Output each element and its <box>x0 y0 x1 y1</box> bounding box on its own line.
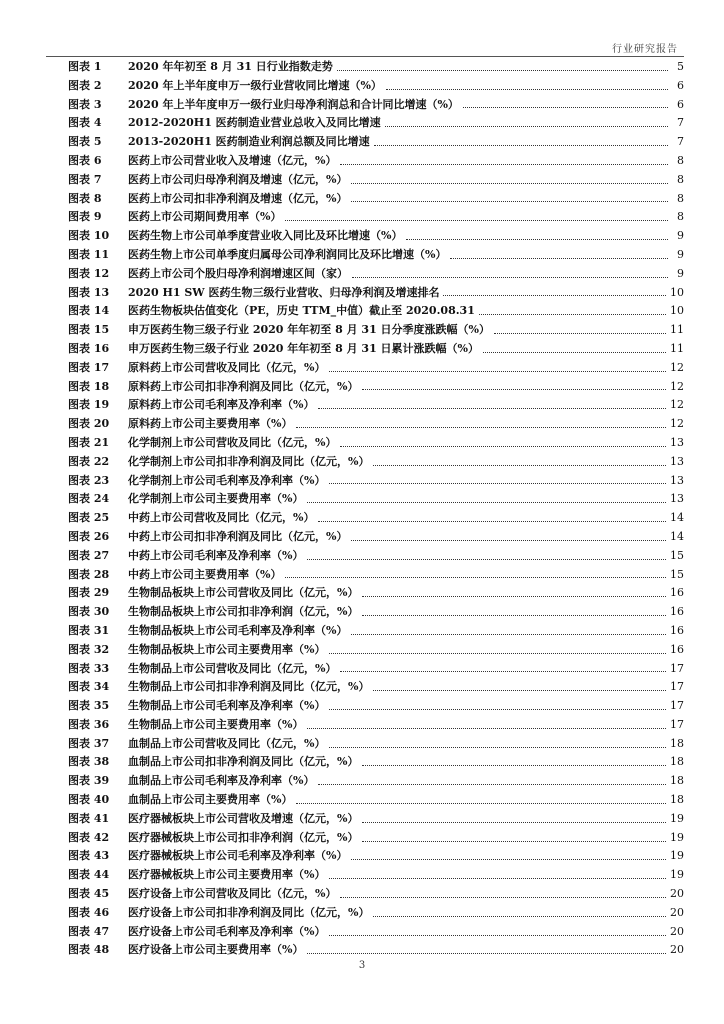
figure-number: 图表 21 <box>68 435 110 449</box>
toc-entry[interactable] <box>68 359 684 378</box>
toc-entry[interactable] <box>68 641 684 660</box>
figure-number: 图表 13 <box>68 285 110 299</box>
figure-page-number: 16 <box>670 605 684 619</box>
dot-leader <box>483 352 666 353</box>
figure-number: 图表 12 <box>68 266 110 280</box>
figure-title: 医药上市公司扣非净利润及增速（亿元，%） <box>128 191 348 205</box>
dot-leader <box>373 690 666 691</box>
toc-entry[interactable] <box>68 284 684 303</box>
figure-title: 生物制品板块上市公司营收及同比（亿元，%） <box>128 586 359 600</box>
dot-leader <box>329 878 666 879</box>
figure-number: 图表 11 <box>68 247 110 261</box>
dot-leader <box>351 201 668 202</box>
toc-entry[interactable] <box>68 434 684 453</box>
dot-leader <box>340 897 666 898</box>
figure-title: 中药上市公司主要费用率（%） <box>128 567 282 581</box>
figure-title: 2012-2020H1 医药制造业营业总收入及同比增速 <box>128 116 381 130</box>
figure-title: 血制品上市公司营收及同比（亿元，%） <box>128 736 326 750</box>
figure-title: 医疗器械板块上市公司主要费用率（%） <box>128 868 326 882</box>
dot-leader <box>340 671 666 672</box>
figure-title: 医疗设备上市公司毛利率及净利率（%） <box>128 924 326 938</box>
figure-number: 图表 7 <box>68 172 102 186</box>
dot-leader <box>318 408 666 409</box>
figure-number: 图表 2 <box>68 78 102 92</box>
toc-entry[interactable] <box>68 490 684 509</box>
figure-title: 生物制品上市公司毛利率及净利率（%） <box>128 699 326 713</box>
figure-title: 医疗器械板块上市公司扣非净利润（亿元，%） <box>128 830 359 844</box>
dot-leader <box>351 540 666 541</box>
dot-leader <box>329 653 666 654</box>
toc-entry[interactable] <box>68 678 684 697</box>
toc-entry[interactable] <box>68 904 684 923</box>
toc-entry[interactable] <box>68 246 684 265</box>
figure-title: 医药上市公司归母净利润及增速（亿元，%） <box>128 172 348 186</box>
toc-entry[interactable] <box>68 716 684 735</box>
figure-number: 图表 32 <box>68 642 110 656</box>
figure-page-number: 17 <box>670 699 684 713</box>
toc-entry[interactable] <box>68 265 684 284</box>
figure-title: 医药上市公司期间费用率（%） <box>128 210 282 224</box>
figure-number: 图表 33 <box>68 661 110 675</box>
toc-entry[interactable] <box>68 885 684 904</box>
figure-number: 图表 22 <box>68 454 110 468</box>
dot-leader <box>362 841 666 842</box>
report-type-label: 行业研究报告 <box>612 44 678 55</box>
page-number: 3 <box>358 960 366 971</box>
figure-title: 医药生物板块估值变化（PE，历史 TTM_中值）截止至 2020.08.31 <box>128 304 475 318</box>
figure-title: 生物制品上市公司扣非净利润及同比（亿元，%） <box>128 680 370 694</box>
figure-page-number: 7 <box>677 135 684 149</box>
figure-title: 中药上市公司营收及同比（亿元，%） <box>128 511 315 525</box>
toc-entry[interactable] <box>68 509 684 528</box>
figure-title: 生物制品上市公司营收及同比（亿元，%） <box>128 661 337 675</box>
figure-page-number: 17 <box>670 661 684 675</box>
figure-page-number: 7 <box>677 116 684 130</box>
figure-page-number: 10 <box>670 304 684 318</box>
toc-entry[interactable] <box>68 603 684 622</box>
figure-page-number: 8 <box>677 191 684 205</box>
figure-number: 图表 20 <box>68 417 110 431</box>
figure-page-number: 11 <box>670 323 684 337</box>
figure-title: 原料药上市公司营收及同比（亿元，%） <box>128 360 326 374</box>
dot-leader <box>329 935 666 936</box>
toc-entry[interactable] <box>68 847 684 866</box>
toc-entry[interactable] <box>68 378 684 397</box>
dot-leader <box>385 126 668 127</box>
figure-page-number: 9 <box>677 247 684 261</box>
figure-number: 图表 28 <box>68 567 110 581</box>
dot-leader <box>337 70 668 71</box>
figure-page-number: 13 <box>670 492 684 506</box>
figure-number: 图表 34 <box>68 680 110 694</box>
figure-title: 血制品上市公司扣非净利润及同比（亿元，%） <box>128 755 359 769</box>
figure-title: 化学制剂上市公司营收及同比（亿元，%） <box>128 435 337 449</box>
dot-leader <box>463 107 668 108</box>
figure-title: 医疗设备上市公司营收及同比（亿元，%） <box>128 887 337 901</box>
figure-title: 2020 年上半年度申万一级行业归母净利润总和合计同比增速（%） <box>128 97 459 111</box>
figure-page-number: 12 <box>670 379 684 393</box>
figure-page-number: 20 <box>670 943 684 957</box>
toc-entry[interactable] <box>68 528 684 547</box>
toc-entry[interactable] <box>68 396 684 415</box>
dot-leader <box>351 634 666 635</box>
dot-leader <box>494 333 666 334</box>
figure-number: 图表 15 <box>68 323 110 337</box>
figure-title: 医疗设备上市公司扣非净利润及同比（亿元，%） <box>128 905 370 919</box>
figure-title: 申万医药生物三级子行业 2020 年年初至 8 月 31 日累计涨跌幅（%） <box>128 341 480 355</box>
figure-title: 血制品上市公司主要费用率（%） <box>128 793 293 807</box>
dot-leader <box>307 502 666 503</box>
toc-entry[interactable] <box>68 340 684 359</box>
figure-number: 图表 46 <box>68 905 110 919</box>
figure-number: 图表 23 <box>68 473 110 487</box>
figure-number: 图表 9 <box>68 210 102 224</box>
toc-entry[interactable] <box>68 472 684 491</box>
figure-number: 图表 45 <box>68 887 110 901</box>
toc-entry[interactable] <box>68 321 684 340</box>
dot-leader <box>351 859 666 860</box>
toc-entry[interactable] <box>68 810 684 829</box>
dot-leader <box>450 258 668 259</box>
figure-title: 2020 年上半年度申万一级行业营收同比增速（%） <box>128 78 382 92</box>
figure-title: 血制品上市公司毛利率及净利率（%） <box>128 774 315 788</box>
figure-page-number: 18 <box>670 793 684 807</box>
figure-number: 图表 29 <box>68 586 110 600</box>
toc-entry[interactable] <box>68 152 684 171</box>
figure-title: 原料药上市公司主要费用率（%） <box>128 417 293 431</box>
figure-number: 图表 48 <box>68 943 110 957</box>
dot-leader <box>406 239 668 240</box>
figure-page-number: 5 <box>677 60 684 73</box>
dot-leader <box>479 314 666 315</box>
toc-entry[interactable] <box>68 566 684 585</box>
figure-title: 申万医药生物三级子行业 2020 年年初至 8 月 31 日分季度涨跌幅（%） <box>128 323 491 337</box>
figure-title: 中药上市公司毛利率及净利率（%） <box>128 548 304 562</box>
figure-title: 生物制品板块上市公司扣非净利润（亿元，%） <box>128 605 359 619</box>
figure-title: 原料药上市公司扣非净利润及同比（亿元，%） <box>128 379 359 393</box>
figure-page-number: 14 <box>670 529 684 543</box>
dot-leader <box>340 446 666 447</box>
figure-number: 图表 19 <box>68 398 110 412</box>
figure-page-number: 12 <box>670 360 684 374</box>
figure-number: 图表 38 <box>68 755 110 769</box>
figure-number: 图表 1 <box>68 60 102 73</box>
figure-number: 图表 39 <box>68 774 110 788</box>
toc-entry[interactable] <box>68 866 684 885</box>
figure-number: 图表 6 <box>68 153 102 167</box>
toc-entry[interactable] <box>68 302 684 321</box>
figure-number: 图表 4 <box>68 116 102 130</box>
figure-number: 图表 30 <box>68 605 110 619</box>
toc-entry[interactable] <box>68 697 684 716</box>
header-divider <box>46 56 684 57</box>
figure-number: 图表 14 <box>68 304 110 318</box>
figure-number: 图表 18 <box>68 379 110 393</box>
toc-entry[interactable] <box>68 941 684 960</box>
dot-leader <box>374 145 668 146</box>
dot-leader <box>340 164 668 165</box>
figure-title: 生物制品板块上市公司主要费用率（%） <box>128 642 326 656</box>
figure-number: 图表 16 <box>68 341 110 355</box>
dot-leader <box>329 483 666 484</box>
figure-number: 图表 10 <box>68 229 110 243</box>
toc-entry[interactable] <box>68 190 684 209</box>
dot-leader <box>373 465 666 466</box>
figure-title: 2013-2020H1 医药制造业利润总额及同比增速 <box>128 135 370 149</box>
toc-entry[interactable] <box>68 772 684 791</box>
figure-title: 医疗设备上市公司主要费用率（%） <box>128 943 304 957</box>
figure-number: 图表 31 <box>68 623 110 637</box>
figure-page-number: 18 <box>670 774 684 788</box>
figure-page-number: 13 <box>670 473 684 487</box>
toc-entry[interactable] <box>68 415 684 434</box>
dot-leader <box>351 183 668 184</box>
figure-title: 化学制剂上市公司毛利率及净利率（%） <box>128 473 326 487</box>
toc-entry[interactable] <box>68 791 684 810</box>
dot-leader <box>296 427 666 428</box>
toc-entry[interactable] <box>68 584 684 603</box>
figure-title: 医药生物上市公司单季度营业收入同比及环比增速（%） <box>128 229 403 243</box>
figure-page-number: 8 <box>677 172 684 186</box>
figure-number: 图表 17 <box>68 360 110 374</box>
figure-page-number: 9 <box>677 266 684 280</box>
figure-title: 医药上市公司个股归母净利润增速区间（家） <box>128 266 348 280</box>
figure-number: 图表 37 <box>68 736 110 750</box>
dot-leader <box>307 728 666 729</box>
figure-number: 图表 3 <box>68 97 102 111</box>
dot-leader <box>307 953 666 954</box>
toc-entry[interactable] <box>68 735 684 754</box>
toc-entry[interactable] <box>68 923 684 942</box>
figure-number: 图表 43 <box>68 849 110 863</box>
figure-title: 中药上市公司扣非净利润及同比（亿元，%） <box>128 529 348 543</box>
figure-page-number: 6 <box>677 78 684 92</box>
dot-leader <box>362 615 666 616</box>
figure-page-number: 20 <box>670 887 684 901</box>
figure-page-number: 16 <box>670 642 684 656</box>
figure-page-number: 17 <box>670 717 684 731</box>
figure-page-number: 19 <box>670 849 684 863</box>
figure-title: 医药生物上市公司单季度归属母公司净利润同比及环比增速（%） <box>128 247 447 261</box>
figure-page-number: 19 <box>670 868 684 882</box>
figure-page-number: 17 <box>670 680 684 694</box>
dot-leader <box>329 709 666 710</box>
figure-page-number: 8 <box>677 153 684 167</box>
dot-leader <box>318 784 666 785</box>
figure-page-number: 10 <box>670 285 684 299</box>
dot-leader <box>285 577 666 578</box>
figure-number: 图表 26 <box>68 529 110 543</box>
toc-entry[interactable] <box>68 453 684 472</box>
toc-entry[interactable] <box>68 227 684 246</box>
figure-page-number: 18 <box>670 736 684 750</box>
figure-page-number: 13 <box>670 454 684 468</box>
figure-page-number: 16 <box>670 586 684 600</box>
figure-page-number: 16 <box>670 623 684 637</box>
dot-leader <box>386 89 668 90</box>
figure-page-number: 18 <box>670 755 684 769</box>
figure-title: 医药上市公司营业收入及增速（亿元，%） <box>128 153 337 167</box>
toc-entry[interactable] <box>68 208 684 227</box>
figure-page-number: 12 <box>670 398 684 412</box>
dot-leader <box>318 521 666 522</box>
figure-page-number: 11 <box>670 341 684 355</box>
dot-leader <box>362 596 666 597</box>
toc-entry[interactable] <box>68 133 684 152</box>
figure-number: 图表 35 <box>68 699 110 713</box>
toc-entry[interactable] <box>68 753 684 772</box>
dot-leader <box>352 277 668 278</box>
figure-number: 图表 41 <box>68 811 110 825</box>
figure-number: 图表 5 <box>68 135 102 149</box>
dot-leader <box>329 747 666 748</box>
figure-title: 医疗器械板块上市公司毛利率及净利率（%） <box>128 849 348 863</box>
figure-page-number: 19 <box>670 830 684 844</box>
dot-leader <box>362 765 666 766</box>
toc-entry[interactable] <box>68 622 684 641</box>
figure-title: 2020 年年初至 8 月 31 日行业指数走势 <box>128 60 333 73</box>
toc-entry[interactable] <box>68 58 684 77</box>
figure-index-list <box>68 58 684 960</box>
toc-entry[interactable] <box>68 171 684 190</box>
figure-page-number: 15 <box>670 548 684 562</box>
figure-page-number: 13 <box>670 435 684 449</box>
figure-number: 图表 27 <box>68 548 110 562</box>
figure-page-number: 20 <box>670 905 684 919</box>
figure-title: 医疗器械板块上市公司营收及增速（亿元，%） <box>128 811 359 825</box>
figure-page-number: 8 <box>677 210 684 224</box>
dot-leader <box>307 559 666 560</box>
dot-leader <box>296 803 666 804</box>
toc-entry[interactable] <box>68 77 684 96</box>
figure-title: 生物制品板块上市公司毛利率及净利率（%） <box>128 623 348 637</box>
figure-title: 2020 H1 SW 医药生物三级行业营收、归母净利润及增速排名 <box>128 285 440 299</box>
figure-number: 图表 8 <box>68 191 102 205</box>
toc-entry[interactable] <box>68 96 684 115</box>
figure-number: 图表 24 <box>68 492 110 506</box>
figure-title: 化学制剂上市公司主要费用率（%） <box>128 492 304 506</box>
figure-number: 图表 25 <box>68 511 110 525</box>
toc-entry[interactable] <box>68 114 684 133</box>
figure-title: 生物制品上市公司主要费用率（%） <box>128 717 304 731</box>
dot-leader <box>443 295 666 296</box>
dot-leader <box>373 916 666 917</box>
figure-number: 图表 44 <box>68 868 110 882</box>
toc-entry[interactable] <box>68 547 684 566</box>
figure-page-number: 19 <box>670 811 684 825</box>
dot-leader <box>362 822 666 823</box>
figure-page-number: 6 <box>677 97 684 111</box>
figure-page-number: 9 <box>677 229 684 243</box>
dot-leader <box>362 389 666 390</box>
figure-number: 图表 42 <box>68 830 110 844</box>
dot-leader <box>285 220 668 221</box>
toc-entry[interactable] <box>68 660 684 679</box>
dot-leader <box>329 371 666 372</box>
figure-page-number: 14 <box>670 511 684 525</box>
figure-number: 图表 47 <box>68 924 110 938</box>
figure-page-number: 20 <box>670 924 684 938</box>
figure-title: 原料药上市公司毛利率及净利率（%） <box>128 398 315 412</box>
figure-page-number: 15 <box>670 567 684 581</box>
figure-number: 图表 40 <box>68 793 110 807</box>
figure-page-number: 12 <box>670 417 684 431</box>
figure-number: 图表 36 <box>68 717 110 731</box>
figure-title: 化学制剂上市公司扣非净利润及同比（亿元，%） <box>128 454 370 468</box>
toc-entry[interactable] <box>68 829 684 848</box>
